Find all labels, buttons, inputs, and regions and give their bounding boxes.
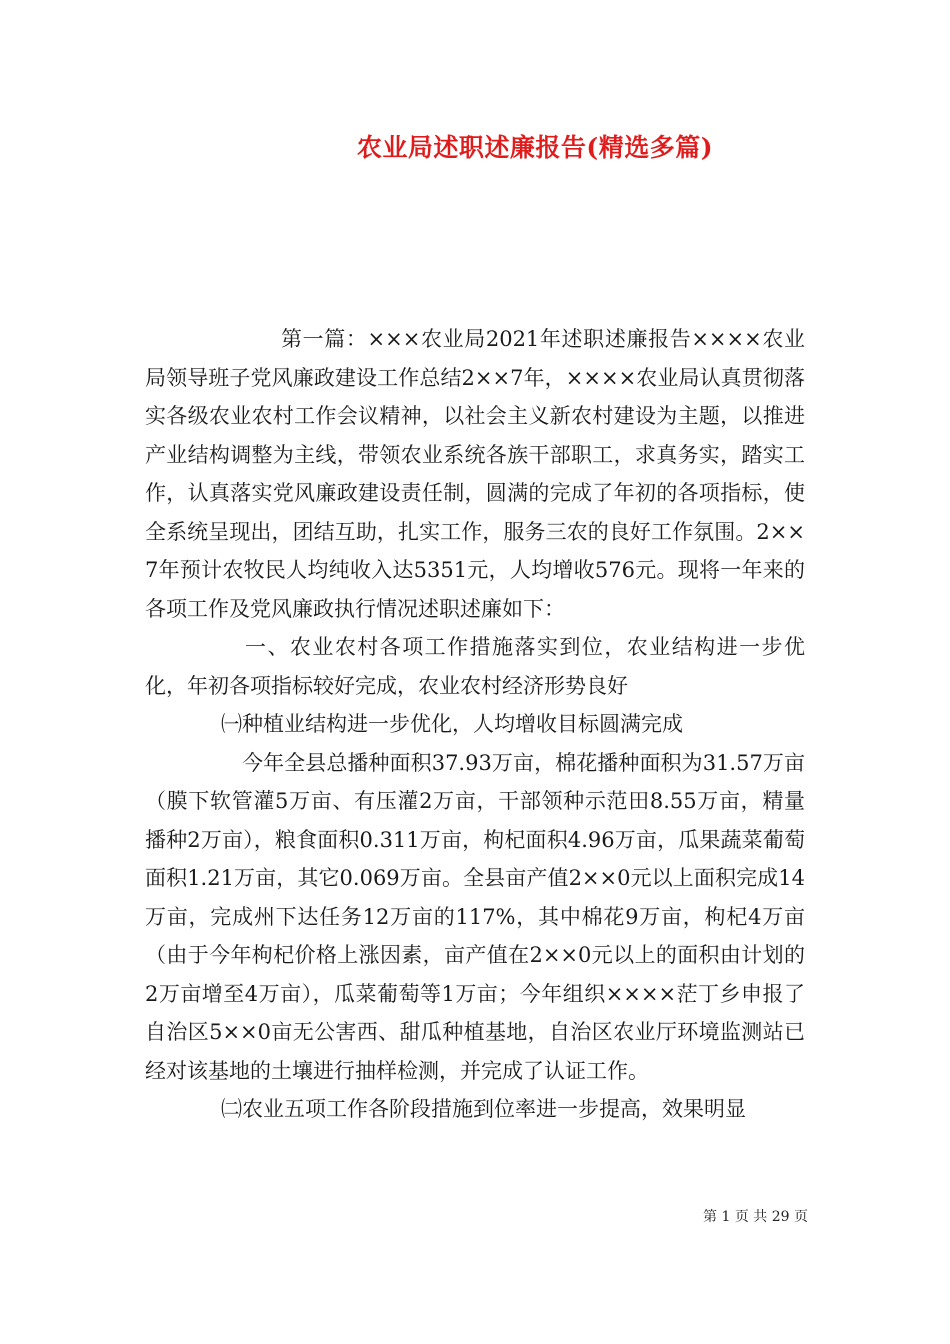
paragraph-planting: 今年全县总播种面积37.93万亩，棉花播种面积为31.57万亩（膜下软管灌5万亩、有压灌2万亩，干部领种示范田8.55万亩，精量播种2万亩），粮食面积0.311万亩，枸杞面积4.96万亩，瓜果蔬菜葡萄面积1.21万亩，其它0.069万亩。全县亩产值2××0元以上面积完成14万亩，完成州下达任务12万亩的117%，其中棉花9万亩，枸杞4万亩（由于今年枸杞价格上涨因素，亩产值在2××0元以上的面积由计划的2万亩增至4万亩），瓜菜葡萄等1万亩；今年组织××××茫丁乡申报了自治区5××0亩无公害西、甜瓜种植基地，自治区农业厅环境监测站已经对该基地的土壤进行抽样检测，并完成了认证工作。 xyxy=(145,750,805,1083)
section-heading-1: 一、农业农村各项工作措施落实到位，农业结构进一步优化，年初各项指标较好完成，农业农村经济形势良好 xyxy=(145,635,805,698)
document-body xyxy=(145,320,805,1129)
document-title: 农业局述职述廉报告(精选多篇) xyxy=(356,133,714,162)
page-number-footer: 第 1 页 共 29 页 xyxy=(703,1209,808,1225)
subsection-heading-2: ㈡农业五项工作各阶段措施到位率进一步提高，效果明显 xyxy=(221,1097,746,1121)
paragraph-intro: 第一篇：×××农业局2021年述职述廉报告××××农业局领导班子党风廉政建设工作总结2××7年，××××农业局认真贯彻落实各级农业农村工作会议精神，以社会主义新农村建设为主题，以推进产业结构调整为主线，带领农业系统各族干部职工，求真务实，踏实工作，认真落实党风廉政建设责任制，圆满的完成了年初的各项指标，使全系统呈现出，团结互助，扎实工作，服务三农的良好工作氛围。2××7年预计农牧民人均纯收入达5351元，人均增收576元。现将一年来的各项工作及党风廉政执行情况述职述廉如下： xyxy=(145,327,805,621)
subsection-heading-1: ㈠种植业结构进一步优化，人均增收目标圆满完成 xyxy=(221,712,683,736)
